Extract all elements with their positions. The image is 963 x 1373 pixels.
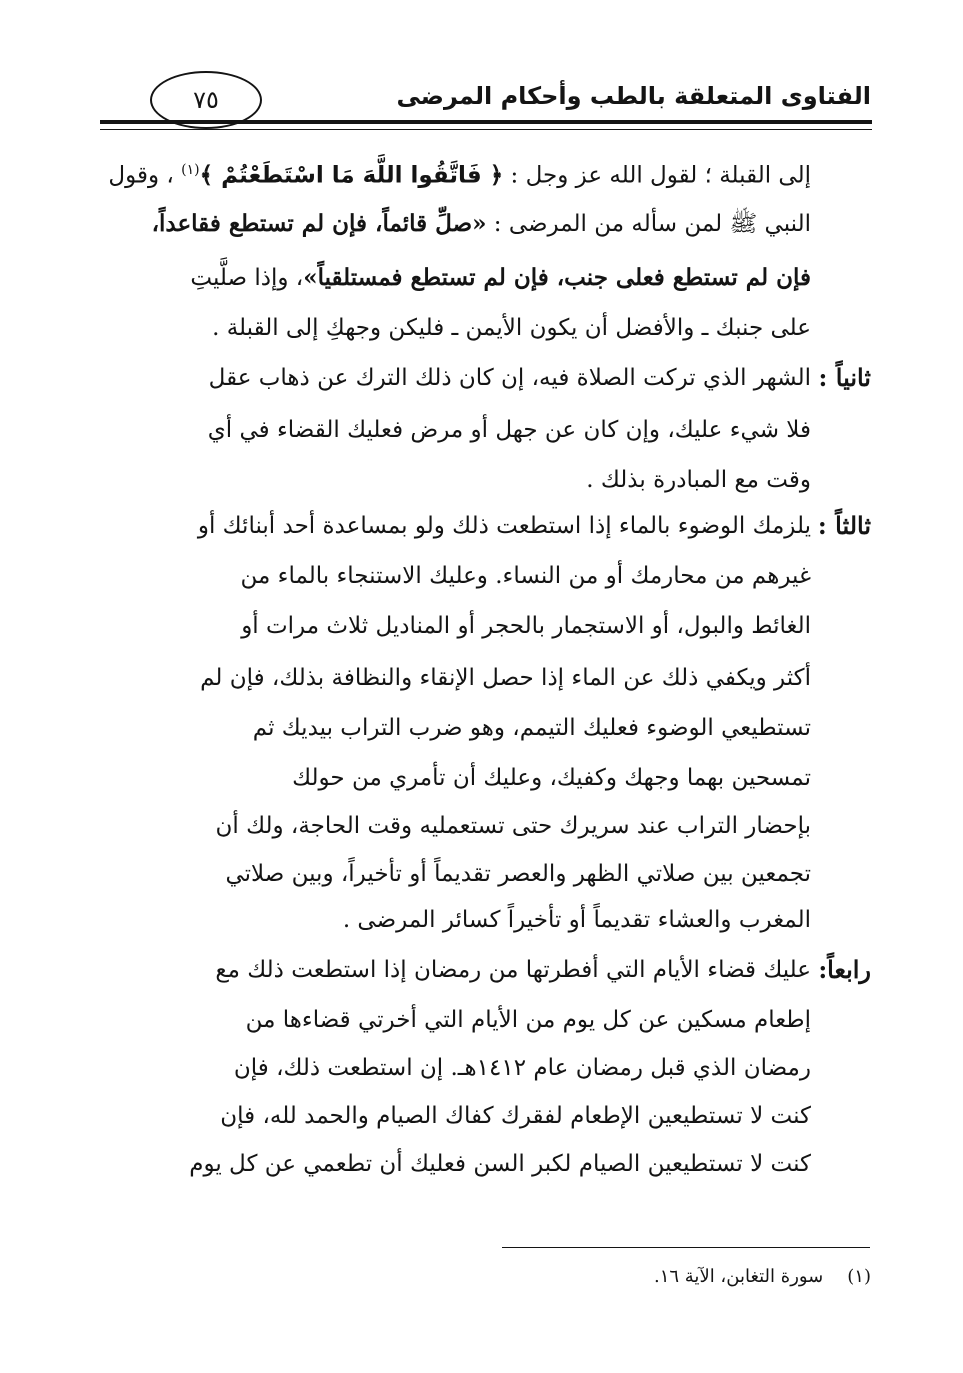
section-label-second: ثانياً : [818,363,871,392]
body-line: أكثر ويكفي ذلك عن الماء إذا حصل الإنقاء والنظافة بذلك، فإن لم [200,665,811,691]
header-rule-thin [100,129,872,130]
running-title: الفتاوى المتعلقة بالطب وأحكام المرضى [396,82,871,110]
body-line: تستطيعي الوضوء فعليك التيمم، وهو ضرب التراب بيديك ثم [252,715,811,741]
page-number: ٧٥ [193,86,219,114]
body-line [99,256,811,300]
body-line [99,148,811,198]
body-line: بإحضار التراب عند سريرك حتى تستعمليه وقت الحاجة، ولك أن [215,813,811,839]
body-line: إطعام مسكين عن كل يوم من الأيام التي أخرتي قضاءها من [245,1007,811,1033]
body-line: رمضان الذي قبل رمضان عام ١٤١٢هـ. إن استطعت ذلك، فإن [233,1055,811,1081]
footnote-text: سورة التغابن، الآية ١٦. [653,1266,824,1287]
body-line: المغرب والعشاء تقديماً أو تأخيراً كسائر المرضى . [342,907,811,933]
footnote-ref: (١) [181,162,200,178]
body-line: فلا شيء عليك، وإن كان عن جهل أو مرض فعليك القضاء في أي [207,417,811,443]
text-run: ، وإذا صلَّيتِ [190,265,304,291]
section-label-third: ثالثاً : [817,511,871,540]
body-line: الشهر الذي تركت الصلاة فيه، إن كان ذلك الترك عن ذهاب عقل [208,365,811,391]
body-line: كنت لا تستطيعين الصيام لكبر السن فعليك أن تطعمي عن كل يوم [189,1151,811,1177]
hadith-quote: «صلِّ قائماً، فإن لم تستطع فقاعداً، [151,210,487,237]
footnote-rule [502,1247,870,1248]
text-run: إلى القبلة ؛ لقول الله عز وجل : [503,162,811,189]
body-line: تجمعين بين صلاتي الظهر والعصر تقديماً أو تأخيراً، وبين صلاتي [225,861,811,887]
quran-quote: ﴿ فَاتَّقُوا اللَّهَ مَا اسْتَطَعْتُمْ ﴾ [199,162,504,189]
body-line: على جنبك ـ والأفضل أن يكون الأيمن ـ فليكن وجهكِ إلى القبلة . [212,315,811,341]
header-rule-thick [100,120,872,124]
body-line [99,202,811,246]
body-line: يلزمك الوضوء بالماء إذا استطعت ذلك ولو بمساعدة أحد أبنائك أو [197,513,811,539]
body-line: الغائط والبول، أو الاستجمار بالحجر أو المناديل ثلاث مرات أو [241,613,811,639]
body-line: غيرهم من محارمك أو من النساء. وعليك الاستنجاء بالماء من [240,563,811,589]
text-run: النبي ﷺ لمن سأله من المرضى : [486,211,811,237]
hadith-quote: فإن لم تستطع فعلى جنب، فإن لم تستطع فمستلقياً» [303,264,811,291]
text-run: ، وقول [108,162,182,189]
section-label-fourth: رابعاً: [818,955,871,984]
body-line: كنت لا تستطيعين الإطعام لفقرك كفاك الصيام والحمد لله، فإن [220,1103,811,1129]
footnote-number: (١) [847,1266,871,1287]
body-line: وقت مع المبادرة بذلك . [586,467,811,493]
footnote [654,1262,871,1292]
body-line: عليك قضاء الأيام التي أفطرتها من رمضان إذا استطعت ذلك مع [215,957,811,983]
body-line: تمسحين بهما وجهك وكفيك، وعليك أن تأمري من حولك [292,765,811,791]
